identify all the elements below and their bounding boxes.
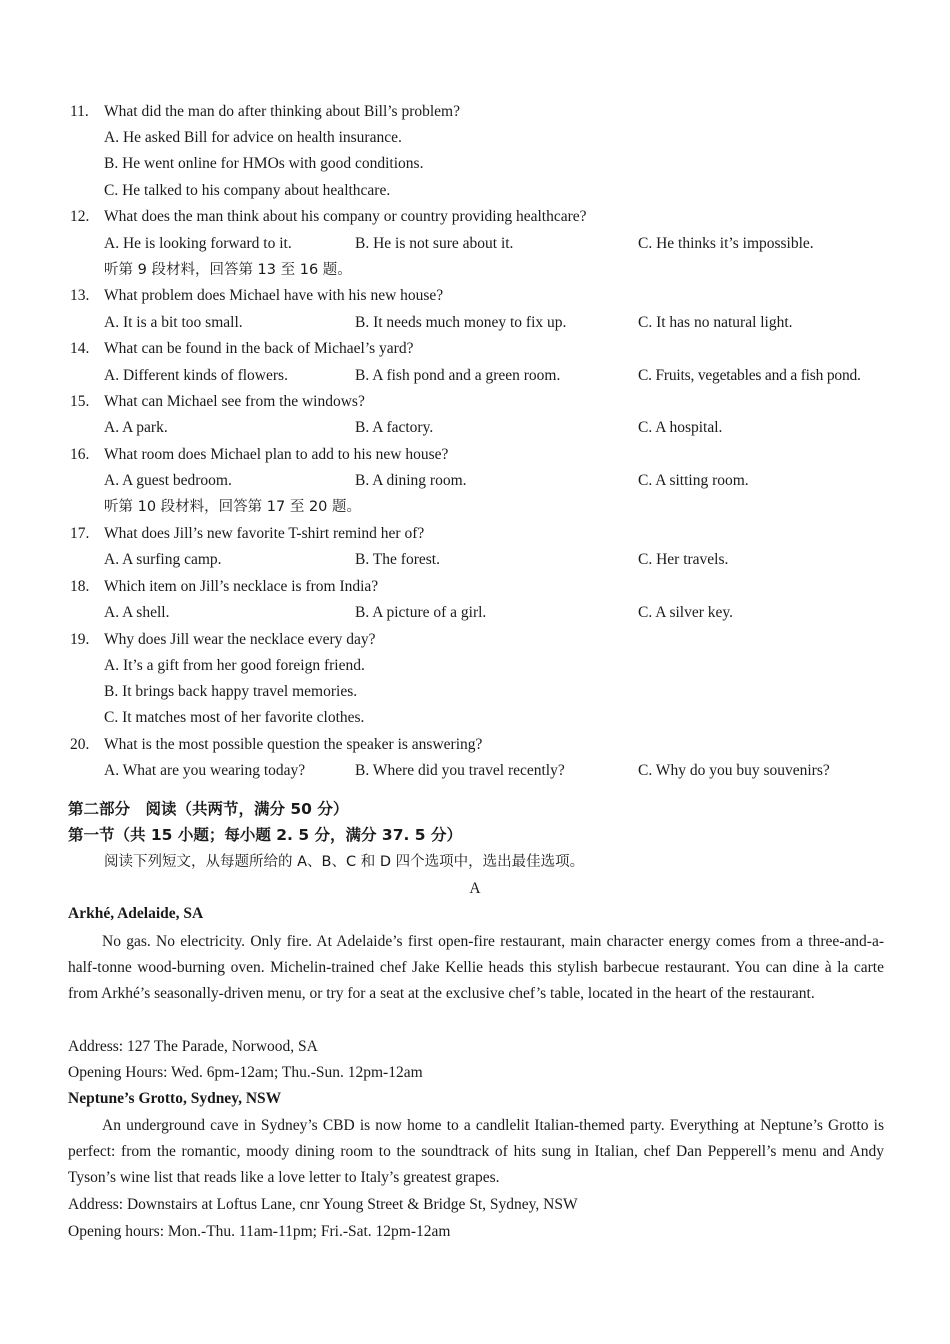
restaurant-description: An underground cave in Sydney’s CBD is now home to a candlelit Italian-themed party. Everything at Neptune’s Grotto is perfect: from the romantic, moody dining room to the soundtrack of hits sung in Italian, chef Dan Pepperell’s menu and Andy Tyson’s wine list that reads like a love letter to Italy’s greatest grapes.	[68, 1117, 884, 1187]
option-c: C. He thinks it’s impossible.	[638, 235, 814, 252]
question-number: 15.	[70, 393, 90, 410]
restaurant-title: Arkhé, Adelaide, SA	[68, 905, 204, 922]
question-number: 12.	[70, 208, 90, 225]
question-number: 18.	[70, 578, 90, 595]
option-c: C. Why do you buy souvenirs?	[638, 762, 830, 779]
option-b: B. It brings back happy travel memories.	[104, 683, 358, 700]
question-number: 20.	[70, 736, 90, 753]
question-text: What does Jill’s new favorite T-shirt remind her of?	[104, 525, 425, 542]
option-a: A. It is a bit too small.	[104, 314, 243, 331]
option-c: C. It matches most of her favorite clothes.	[104, 709, 365, 726]
option-a: A. A park.	[104, 419, 168, 436]
option-c: C. He talked to his company about healthcare.	[104, 182, 391, 199]
option-c: C. A sitting room.	[638, 472, 749, 489]
option-c: C. A silver key.	[638, 604, 734, 621]
question-number: 14.	[70, 340, 90, 357]
part-heading: 第二部分 阅读（共两节，满分 50 分）	[68, 800, 349, 818]
option-b: B. He is not sure about it.	[355, 235, 514, 252]
restaurant-title: Neptune’s Grotto, Sydney, NSW	[68, 1090, 282, 1107]
instruction: 阅读下列短文，从每题所给的 A、B、C 和 D 四个选项中，选出最佳选项。	[104, 854, 585, 870]
option-a: A. What are you wearing today?	[104, 762, 306, 779]
option-b: B. He went online for HMOs with good conditions.	[104, 155, 424, 172]
question-text: What problem does Michael have with his new house?	[104, 287, 444, 304]
option-c: C. It has no natural light.	[638, 314, 793, 331]
restaurant-address: Address: Downstairs at Loftus Lane, cnr Young Street & Bridge St, Sydney, NSW	[68, 1196, 578, 1213]
restaurant-hours: Opening Hours: Wed. 6pm-12am; Thu.-Sun. 12pm-12am	[68, 1064, 423, 1081]
option-c: C. Her travels.	[638, 551, 729, 568]
question-number: 19.	[70, 631, 90, 648]
question-text: What can Michael see from the windows?	[104, 393, 365, 410]
option-a: A. He asked Bill for advice on health insurance.	[104, 129, 402, 146]
option-a: A. A surfing camp.	[104, 551, 222, 568]
passage-letter: A	[469, 880, 481, 897]
question-number: 16.	[70, 446, 90, 463]
option-c: C. A hospital.	[638, 419, 723, 436]
option-a: A. Different kinds of flowers.	[104, 367, 288, 384]
option-b: B. The forest.	[355, 551, 440, 568]
option-b: B. It needs much money to fix up.	[355, 314, 567, 331]
question-number: 13.	[70, 287, 90, 304]
option-c: C. Fruits, vegetables and a fish pond.	[638, 367, 861, 384]
option-a: A. A guest bedroom.	[104, 472, 232, 489]
restaurant-address: Address: 127 The Parade, Norwood, SA	[68, 1038, 318, 1055]
question-number: 17.	[70, 525, 90, 542]
section-note: 听第 9 段材料，回答第 13 至 16 题。	[104, 262, 352, 278]
option-b: B. A picture of a girl.	[355, 604, 487, 621]
section-note: 听第 10 段材料，回答第 17 至 20 题。	[104, 499, 362, 515]
section-heading: 第一节（共 15 小题；每小题 2. 5 分，满分 37. 5 分）	[68, 826, 462, 844]
option-b: B. A factory.	[355, 419, 434, 436]
question-text: Which item on Jill’s necklace is from India?	[104, 578, 379, 595]
question-text: What room does Michael plan to add to his new house?	[104, 446, 449, 463]
option-a: A. He is looking forward to it.	[104, 235, 292, 252]
option-b: B. Where did you travel recently?	[355, 762, 565, 779]
question-text: What can be found in the back of Michael’s yard?	[104, 340, 414, 357]
option-a: A. A shell.	[104, 604, 170, 621]
restaurant-description: No gas. No electricity. Only fire. At Adelaide’s first open-fire restaurant, main character energy comes from a three-and-a-half-tonne wood-burning oven. Michelin-trained chef Jake Kellie heads this stylish barbecue restaurant. You can dine à la carte from Arkhé’s seasonally-driven menu, or try for a seat at the exclusive chef’s table, located in the heart of the restaurant.	[68, 933, 884, 1003]
question-text: What does the man think about his company or country providing healthcare?	[104, 208, 587, 225]
question-text: Why does Jill wear the necklace every day?	[104, 631, 376, 648]
restaurant-hours: Opening hours: Mon.-Thu. 11am-11pm; Fri.-Sat. 12pm-12am	[68, 1223, 451, 1240]
question-number: 11.	[70, 103, 89, 120]
question-text: What did the man do after thinking about Bill’s problem?	[104, 103, 460, 120]
option-a: A. It’s a gift from her good foreign friend.	[104, 657, 365, 674]
question-text: What is the most possible question the speaker is answering?	[104, 736, 483, 753]
option-b: B. A dining room.	[355, 472, 467, 489]
option-b: B. A fish pond and a green room.	[355, 367, 561, 384]
